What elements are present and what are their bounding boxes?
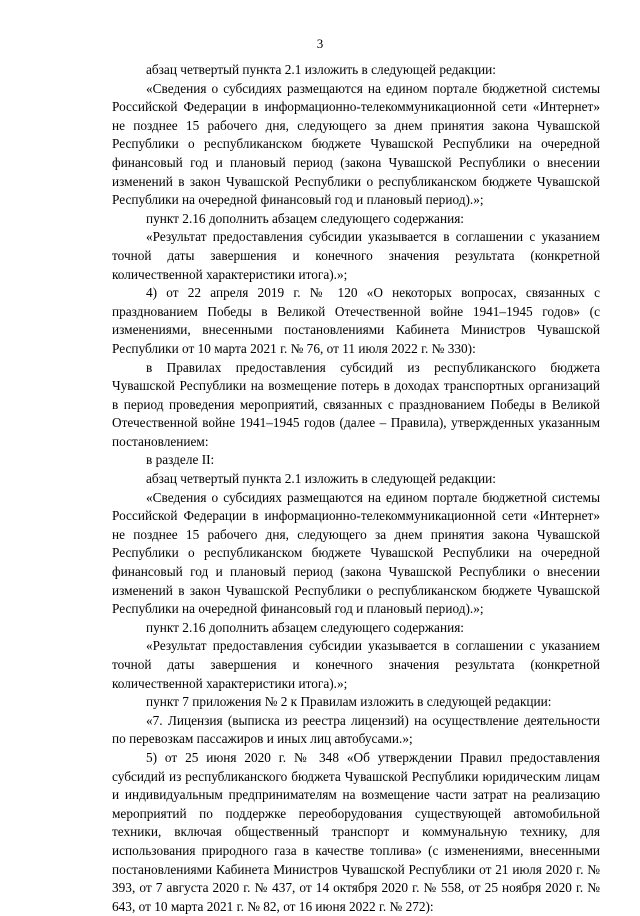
paragraph: «Результат предоставления субсидии указывается в соглашении с указанием точной даты завершения и конечного значения результата (конкретной количественной характеристики итога).»;: [112, 229, 600, 282]
paragraph: «Результат предоставления субсидии указывается в соглашении с указанием точной даты завершения и конечного значения результата (конкретной количественной характеристики итога).»;: [112, 638, 600, 691]
paragraph: в Правилах предоставления субсидий из республиканского бюджета Чувашской Республики на возмещение потерь в доходах транспортных организаций в период проведения мероприятий, связанных с празднованием Победы в Великой Отечественной войне 1941–1945 годов (далее – Правила), утвержденных указанным постановлением:: [112, 359, 600, 449]
document-body: [112, 61, 600, 916]
paragraph: 4) от 22 апреля 2019 г. № 120 «О некоторых вопросах, связанных с празднованием Победы в Великой Отечественной войне 1941–1945 годов» (с изменениями, внесенными постановлениями Кабинета Министров Чувашской Республики от 10 марта 2021 г. № 76, от 11 июля 2022 г. № 330):: [112, 285, 600, 356]
paragraph: «Сведения о субсидиях размещаются на едином портале бюджетной системы Российской Федерации в информационно-телекоммуникационной сети «Интернет» не позднее 15 рабочего дня, следующего за днем принятия закона Чувашской Республики о республиканском бюджете Чувашской Республики на очередной финансовый год и плановый период (закона Чувашской Республики о внесении изменений в закон Чувашской Республики о республиканском бюджете Чувашской Республики на очередной финансовый год и плановый период).»;: [112, 80, 600, 208]
paragraph: в разделе II:: [146, 452, 215, 468]
paragraph: «7. Лицензия (выписка из реестра лицензий) на осуществление деятельности по перевозкам пассажиров и иных лиц автобусами.»;: [112, 712, 600, 747]
page-number: 3: [316, 36, 324, 51]
paragraph: пункт 2.16 дополнить абзацем следующего содержания:: [146, 619, 465, 635]
paragraph: пункт 7 приложения № 2 к Правилам изложить в следующей редакции:: [146, 694, 552, 710]
paragraph: абзац четвертый пункта 2.1 изложить в следующей редакции:: [146, 471, 496, 487]
paragraph: 5) от 25 июня 2020 г. № 348 «Об утверждении Правил предоставления субсидий из республиканского бюджета Чувашской Республики юридическим лицам и индивидуальным предпринимателям на возмещение части затрат на реализацию мероприятий по поддержке переоборудования существующей автомобильной техники, включая общественный транспорт и коммунальную технику, для использования природного газа в качестве топлива» (с изменениями, внесенными постановлениями Кабинета Министров Чувашской Республики от 21 июля 2020 г. № 393, от 7 августа 2020 г. № 437, от 14 октября 2020 г. № 558, от 25 ноября 2020 г. № 643, от 10 марта 2021 г. № 82, от 16 июня 2022 г. № 272):: [112, 749, 600, 914]
paragraph: «Сведения о субсидиях размещаются на едином портале бюджетной системы Российской Федерации в информационно-телекоммуникационной сети «Интернет» не позднее 15 рабочего дня, следующего за днем принятия закона Чувашской Республики о республиканском бюджете Чувашской Республики на очередной финансовый год и плановый период (закона Чувашской Республики о внесении изменений в закон Чувашской Республики о республиканском бюджете Чувашской Республики на очередной финансовый год и плановый период).»;: [112, 489, 600, 617]
paragraph: абзац четвертый пункта 2.1 изложить в следующей редакции:: [146, 62, 496, 77]
paragraph: пункт 2.16 дополнить абзацем следующего содержания:: [146, 210, 465, 226]
